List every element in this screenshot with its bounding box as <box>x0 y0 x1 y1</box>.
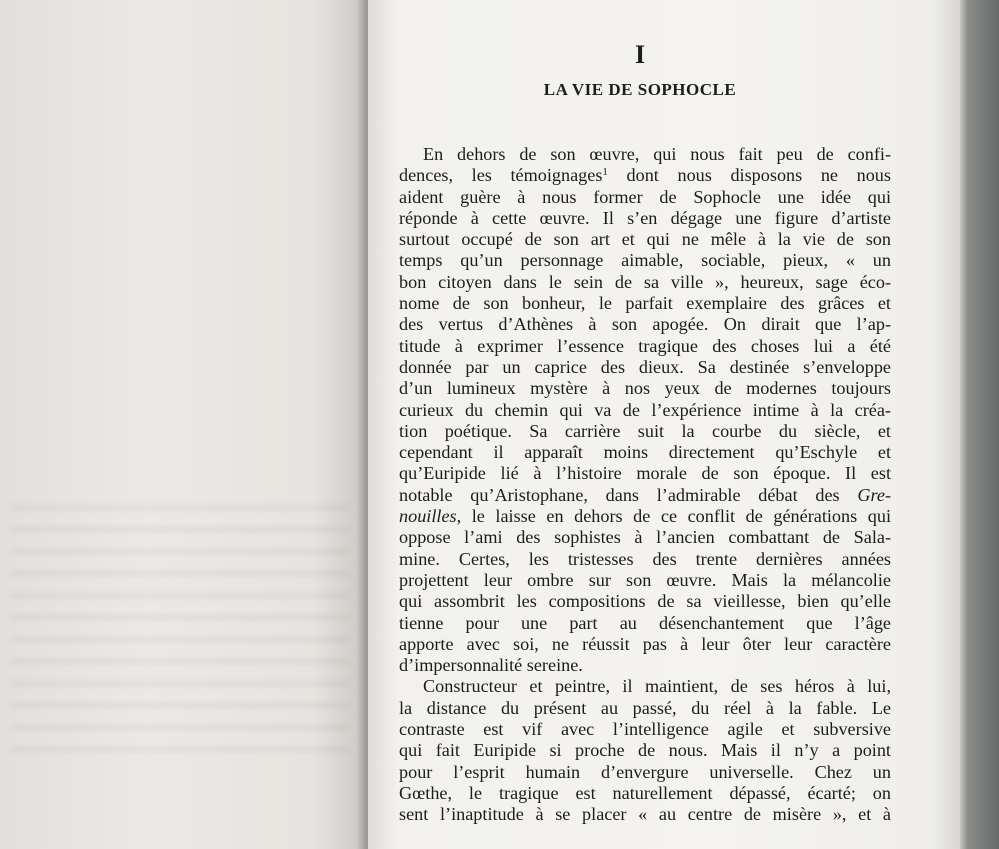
text-segment: notable qu’Aristophane, dans l’admirable débat des <box>399 484 858 505</box>
text-line: temps qu’un personnage aimable, sociable, pieux, « un <box>399 250 891 271</box>
text-line: apporte avec soi, ne réussit pas à leur ôter leur caractère <box>399 633 891 654</box>
text-line: d’impersonnalité sereine. <box>399 655 583 676</box>
text-line: qui fait Euripide si proche de nous. Mais il n’y a point <box>399 740 891 761</box>
text-line: curieux du chemin qui va de l’expérience intime à la créa- <box>399 399 891 420</box>
text-line: oppose l’ami des sophistes à l’ancien combattant de Sala- <box>399 527 891 548</box>
text-line: d’un lumineux mystère à nos yeux de modernes toujours <box>399 378 891 399</box>
text-line: des vertus d’Athènes à son apogée. On dirait que l’ap- <box>399 314 891 335</box>
text-line: tienne pour une part au désenchantement que l’âge <box>399 612 891 633</box>
text-line: mine. Certes, les tristesses des trente dernières années <box>399 548 891 569</box>
chapter-body <box>399 144 891 826</box>
text-line: Gœthe, le tragique est naturellement dépassé, écarté; on <box>399 782 891 803</box>
chapter-number: I <box>634 40 646 69</box>
text-line <box>399 165 891 186</box>
text-line: pour l’esprit humain d’envergure universelle. Chez un <box>399 761 891 782</box>
text-line: cependant il apparaît moins directement qu’Eschyle et <box>399 442 891 463</box>
italic-title-segment: Gre- <box>857 484 891 505</box>
paragraph-1 <box>399 144 891 676</box>
footnote-marker[interactable]: 1 <box>602 166 608 179</box>
text-line: contraste est vif avec l’intelligence agile et subversive <box>399 719 891 740</box>
italic-title-segment: nouilles <box>399 506 457 527</box>
bleed-through-text <box>10 505 350 755</box>
chapter-title: LA VIE DE SOPHOCLE <box>543 80 737 99</box>
text-line: donnée par un caprice des dieux. Sa destinée s’enveloppe <box>399 356 891 377</box>
text-line: qui assombrit les compositions de sa vieillesse, bien qu’elle <box>399 591 891 612</box>
text-line: réponde à cette œuvre. Il s’en dégage une figure d’artiste <box>399 207 891 228</box>
text-line: nome de son bonheur, le parfait exemplaire des grâces et <box>399 293 891 314</box>
page-edge <box>960 0 999 849</box>
text-line: Constructeur et peintre, il maintient, de ses héros à lui, <box>423 676 891 697</box>
text-line: sent l’inaptitude à se placer « au centre de misère », et à <box>399 804 891 825</box>
text-line: bon citoyen dans le sein de sa ville », heureux, sage éco- <box>399 271 891 292</box>
text-segment: dont nous disposons ne nous <box>607 165 891 186</box>
text-line: aident guère à nous former de Sophocle une idée qui <box>399 186 891 207</box>
text-line: projettent leur ombre sur son œuvre. Mais la mélancolie <box>399 569 891 590</box>
text-segment: dences, les témoignages <box>399 165 603 186</box>
text-line: la distance du présent au passé, du réel à la fable. Le <box>399 697 891 718</box>
text-segment: , le laisse en dehors de ce conflit de générations qui <box>456 506 891 527</box>
paragraph-2 <box>399 676 891 825</box>
text-line <box>399 506 891 527</box>
text-line: En dehors de son œuvre, qui nous fait peu de confi- <box>423 144 891 164</box>
text-line <box>399 485 891 506</box>
text-line: tion poétique. Sa carrière suit la courbe du siècle, et <box>399 420 891 441</box>
text-line: qu’Euripide lié à l’histoire morale de son époque. Il est <box>399 463 891 484</box>
text-line: surtout occupé de son art et qui ne mêle à la vie de son <box>399 229 891 250</box>
text-line: titude à exprimer l’essence tragique des choses lui a été <box>399 335 891 356</box>
left-page <box>0 0 368 849</box>
